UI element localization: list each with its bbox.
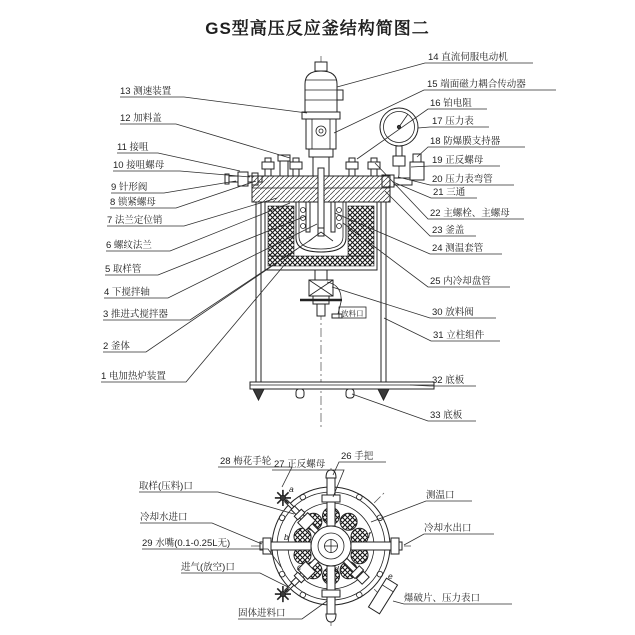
part-label-10: 10 接咀螺母 — [113, 160, 165, 171]
servo-motor — [302, 62, 343, 119]
part-label-7: 7 法兰定位销 — [107, 215, 163, 226]
discharge-valve — [300, 270, 342, 318]
thermowell-tube — [331, 202, 335, 232]
part-label-30: 30 放料阀 — [432, 307, 474, 318]
cover-top-view — [251, 468, 411, 626]
feed-cap — [278, 155, 290, 176]
part-label-3: 3 推进式搅拌器 — [103, 309, 168, 320]
part-label-17: 17 压力表 — [432, 116, 474, 127]
part-label-24: 24 测温套管 — [432, 243, 484, 254]
label-temp-port: 测温口 — [426, 490, 455, 501]
port-letter-e: e — [388, 571, 393, 581]
front-view — [225, 56, 434, 430]
port-letter-a: a — [289, 484, 294, 494]
part-label-2: 2 釜体 — [103, 341, 130, 352]
motor-junction-box — [337, 90, 343, 100]
part-label-11: 11 接咀 — [117, 142, 149, 153]
label-handle: 26 手把 — [341, 451, 374, 462]
part-label-25: 25 内冷却盘管 — [430, 276, 491, 287]
part-label-14: 14 直流伺服电动机 — [428, 52, 508, 63]
magnetic-coupling — [306, 119, 336, 176]
part-label-12: 12 加料盖 — [120, 113, 162, 124]
label-water-nozzle: 29 水嘴(0.1-0.25L无) — [142, 538, 231, 549]
label-gas-inlet-vent: 进气(放空)口 — [181, 562, 235, 573]
part-label-1: 1 电加热炉装置 — [101, 371, 166, 382]
part-label-18: 18 防爆膜支持器 — [430, 136, 501, 147]
discharge-port-label: 放料口 — [341, 309, 364, 318]
part-label-31: 31 立柱组件 — [433, 330, 485, 341]
label-reverse-nut: 27 正反螺母 — [274, 459, 326, 470]
port-letter-f: f — [368, 530, 371, 540]
anchor-bolt — [346, 389, 354, 398]
part-label-21: 21 三通 — [433, 187, 466, 198]
part-label-22: 22 主螺栓、主螺母 — [430, 208, 510, 219]
label-solid-feed-port: 固体进料口 — [238, 608, 286, 619]
part-label-13: 13 测速装置 — [120, 86, 172, 97]
part-label-33: 33 底板 — [430, 410, 463, 421]
part-label-6: 6 螺纹法兰 — [106, 240, 152, 251]
port-letter-b: b — [284, 532, 289, 542]
label-cooling-outlet: 冷却水出口 — [424, 523, 472, 534]
part-label-19: 19 正反螺母 — [432, 155, 484, 166]
part-label-15: 15 端面磁力耦合传动器 — [427, 79, 526, 90]
label-plum-handwheel: 28 梅花手轮 — [220, 456, 272, 467]
anchor-bolt — [296, 389, 304, 398]
diagram-title: GS型高压反应釜结构简图二 — [205, 19, 430, 38]
part-label-9: 9 针形阀 — [111, 182, 148, 193]
port-letter-c: c — [297, 562, 302, 572]
part-label-5: 5 取样管 — [105, 264, 142, 275]
label-rupture-gauge-port: 爆破片、压力表口 — [404, 593, 481, 604]
part-label-8: 8 锁紧螺母 — [110, 197, 156, 208]
port-letter-d: d — [334, 564, 339, 574]
part-label-20: 20 压力表弯管 — [432, 174, 493, 185]
part-label-23: 23 釜盖 — [432, 225, 465, 236]
part-label-16: 16 铂电阻 — [430, 98, 472, 109]
part-label-4: 4 下搅拌轴 — [104, 287, 150, 298]
base-plate — [250, 382, 434, 400]
label-cooling-inlet: 冷却水进口 — [140, 512, 188, 523]
label-sampling-port: 取样(压料)口 — [139, 481, 193, 492]
part-label-32: 32 底板 — [432, 375, 465, 386]
